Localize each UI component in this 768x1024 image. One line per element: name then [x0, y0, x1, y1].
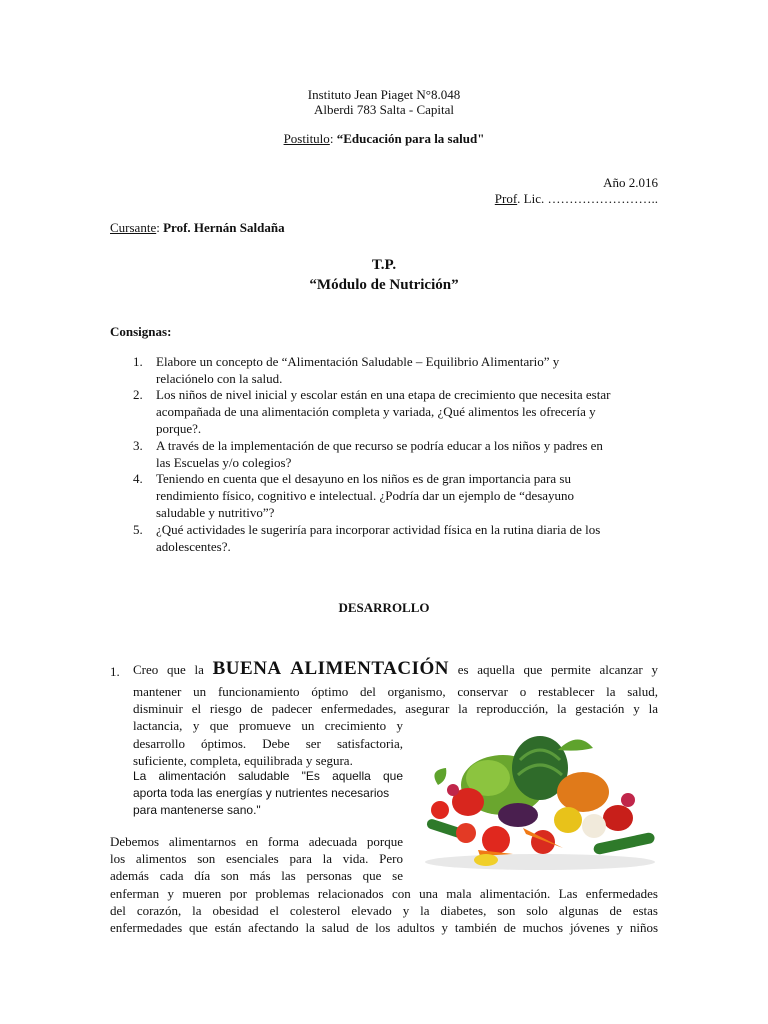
list-item-line: porque?. — [156, 421, 202, 436]
paragraph-line: disminuir el riesgo de padecer enfermedades, asegurar la reproducción, la gestación y la — [133, 701, 658, 716]
list-item-number: 1. — [133, 354, 143, 369]
quote-line: para mantenerse sano." — [133, 803, 261, 817]
postitulo-label: Postitulo — [283, 131, 330, 146]
list-item-number: 4. — [133, 471, 143, 486]
list-item-number: 5. — [133, 522, 143, 537]
desarrollo-item-number: 1. — [110, 664, 120, 679]
paragraph-line: además cada día son más las personas que se — [110, 868, 403, 883]
list-item-line: saludable y nutritivo”? — [156, 505, 275, 520]
list-item-line: relaciónelo con la salud. — [156, 371, 283, 386]
paragraph-line: suficiente, completa, equilibrada y segura. — [133, 753, 353, 768]
paragraph-line: Debemos alimentarnos en forma adecuada porque — [110, 834, 403, 849]
cursante-label: Cursante — [110, 220, 157, 235]
intro-pre: Creo que la — [133, 662, 213, 677]
quote-line: La alimentación saludable "Es aquella que — [133, 769, 403, 783]
title-module: “Módulo de Nutrición” — [309, 277, 459, 293]
list-item-line: acompañada de una alimentación completa y variada, ¿Qué alimentos les ofrecería y — [156, 404, 596, 419]
prof-line — [495, 190, 658, 207]
buena-alimentacion-heading: BUENA ALIMENTACIÓN — [212, 658, 449, 679]
paragraph-line: enfermedades que están afectando la salud de los adultos y también de muchos jóvenes y niños — [110, 920, 658, 935]
paragraph-line: desarrollo óptimos. Debe ser satisfactoria, — [133, 736, 403, 751]
list-item — [156, 386, 656, 437]
quote-line: aporta toda las energías y nutrientes necesarios — [133, 786, 390, 800]
list-item-line: rendimiento físico, cognitivo e intelectual. ¿Podría dar un ejemplo de “desayuno — [156, 488, 575, 503]
title-tp: T.P. — [371, 257, 397, 273]
desarrollo-heading: DESARROLLO — [338, 600, 430, 615]
paragraph-line: enferman y mueren por problemas relacionados con una mala alimentación. Las enfermedades — [110, 886, 658, 901]
list-item-line: Teniendo en cuenta que el desayuno en los niños es de gran importancia para su — [156, 471, 571, 486]
vegetables-image — [418, 730, 662, 872]
list-item — [156, 353, 656, 387]
intro-post: es aquella que permite alcanzar y — [448, 662, 658, 677]
paragraph-line: lactancia, y que promueve un crecimiento y — [133, 718, 403, 733]
postitulo-line — [0, 130, 768, 147]
list-item-line: adolescentes?. — [156, 539, 231, 554]
list-item — [156, 521, 656, 555]
institute-address: Alberdi 783 Salta - Capital — [313, 102, 455, 117]
list-item-line: las Escuelas y/o colegios? — [156, 455, 292, 470]
paragraph-line: del corazón, la obesidad el colesterol elevado y la diabetes, son solo algunas de estas — [110, 903, 658, 918]
consignas-heading: Consignas: — [110, 324, 172, 339]
paragraph-line: los alimentos son esenciales para la vida. Pero — [110, 851, 403, 866]
cursante-separator: : — [156, 220, 164, 235]
prof-value: . Lic. …………………….. — [517, 191, 658, 206]
paragraph-line: mantener un funcionamiento óptimo del organismo, conservar o restablecer la salud, — [133, 684, 658, 699]
list-item — [156, 470, 656, 521]
cursante-line — [110, 219, 285, 236]
list-item-line: Elabore un concepto de “Alimentación Saludable – Equilibrio Alimentario” y — [156, 354, 560, 369]
prof-label: Prof — [494, 191, 518, 206]
institute-name: Instituto Jean Piaget N°8.048 — [307, 87, 461, 102]
list-item — [156, 437, 656, 471]
desarrollo-intro — [133, 658, 658, 681]
postitulo-separator: : — [329, 131, 337, 146]
postitulo-value: “Educación para la salud" — [336, 131, 485, 146]
list-item-line: A través de la implementación de que recurso se podría educar a los niños y padres en — [156, 438, 603, 453]
list-item-line: ¿Qué actividades le sugeriría para incorporar actividad física en la rutina diaria de los — [156, 522, 601, 537]
list-item-number: 3. — [133, 438, 143, 453]
list-item-number: 2. — [133, 387, 143, 402]
year: Año 2.016 — [603, 175, 658, 190]
cursante-value: Prof. Hernán Saldaña — [163, 220, 285, 235]
list-item-line: Los niños de nivel inicial y escolar están en una etapa de crecimiento que necesita estar — [156, 387, 611, 402]
